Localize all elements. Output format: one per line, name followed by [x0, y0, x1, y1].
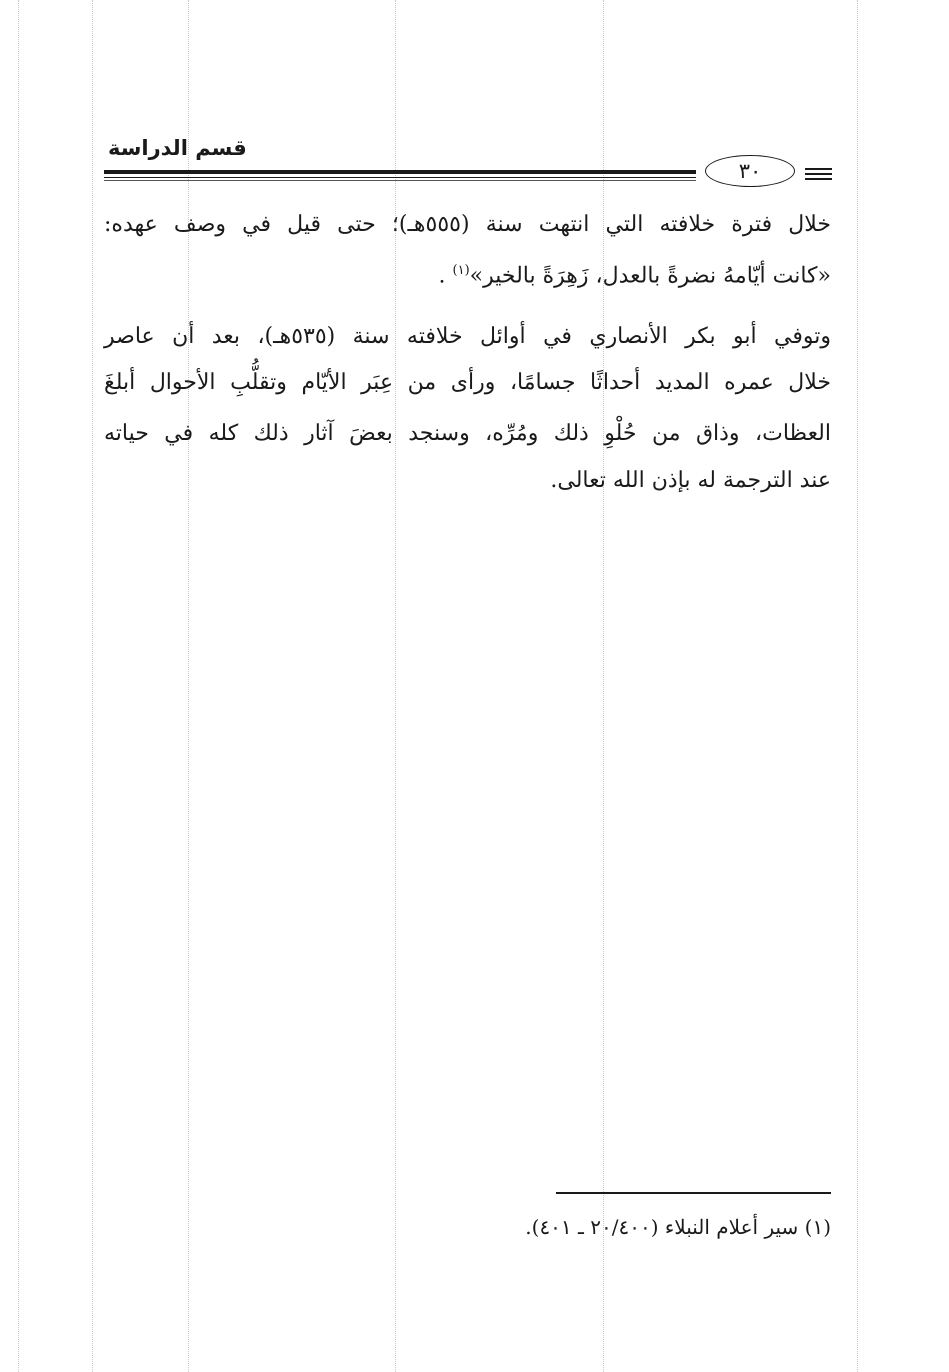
running-header-title: قسم الدراسة — [108, 136, 247, 160]
body-line: وتوفي أبو بكر الأنصاري في أوائل خلافته سنة (٥٣٥هـ)، بعد أن عاصر — [104, 324, 831, 349]
header-rule — [104, 170, 696, 174]
quote-text: «كانت أيّامهُ نضرةً بالعدل، زَهِرَةً بالخير» — [469, 263, 831, 289]
scan-dots — [18, 0, 19, 1372]
header-rule — [104, 177, 696, 178]
period: . — [438, 263, 453, 289]
body-line: عند الترجمة له بإذن الله تعالى. — [550, 468, 831, 493]
footnote: (١) سير أعلام النبلاء (٢٠/٤٠٠ ـ ٤٠١). — [525, 1215, 831, 1239]
scan-dots — [188, 0, 189, 1372]
header-rule-right — [805, 168, 832, 170]
header-rule — [104, 180, 696, 181]
scan-dots — [92, 0, 93, 1372]
body-line: العظات، وذاق من حُلْوِ ذلك ومُرِّه، وسنجد بعضَ آثار ذلك كله في حياته — [104, 421, 831, 446]
page-number: ٣٠ — [705, 155, 795, 187]
scan-dots — [857, 0, 858, 1372]
header-rule-right — [805, 173, 832, 175]
header-rule-right — [805, 178, 832, 180]
footnote-reference: (١) — [452, 263, 470, 278]
body-line: خلال فترة خلافته التي انتهت سنة (٥٥٥هـ)؛ حتى قيل في وصف عهده: — [104, 212, 831, 237]
body-line — [104, 256, 831, 291]
scan-dots — [395, 0, 396, 1372]
body-line: خلال عمره المديد أحداثًا جسامًا، ورأى من عِبَر الأيّام وتقلُّبِ الأحوال أبلغَ — [104, 370, 831, 395]
footnote-rule — [556, 1192, 831, 1194]
scan-dots — [603, 0, 604, 1372]
